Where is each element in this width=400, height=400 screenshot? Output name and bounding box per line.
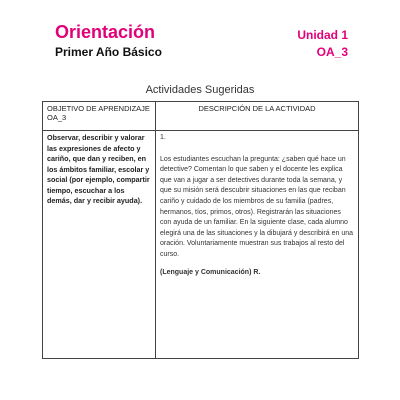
activities-table: [42, 101, 359, 359]
table-row: [43, 131, 359, 359]
table-header-row: [43, 102, 359, 131]
unit-label: Unidad 1: [297, 28, 348, 42]
objective-cell: Observar, describir y valorar las expresiones de afecto y cariño, que dan y reciben, en los ámbitos familiar, escolar y social (por ejemplo, compartir tiempo, escuchar a los demás, dar y recibir ayuda).: [43, 131, 156, 359]
activity-number: 1.: [160, 134, 166, 141]
activity-text: Los estudiantes escuchan la pregunta: ¿saben qué hace un detective? Comentan lo que saben y el docente les explica que van a jugar a ser detectives durante toda la semana, y que su misión será descubrir situaciones en las que reciban cariño y cuidado de los miembros de su familia (padres, hermanos, tíos, primos, otros). Registrarán las situaciones con ayuda de un familiar. En la siguiente clase, cada alumno elegirá una de las situaciones y la dibujará y describirá en una oración. Voluntariamente muestran sus trabajos al resto del curso.: [160, 155, 354, 258]
section-title: Actividades Sugeridas: [145, 84, 255, 96]
grade-subtitle: Primer Año Básico: [55, 45, 162, 59]
column-header-description: DESCRIPCIÓN DE LA ACTIVIDAD: [156, 102, 359, 131]
activity-subject: (Lenguaje y Comunicación) R.: [160, 268, 261, 276]
column-header-objective: OBJETIVO DE APRENDIZAJE OA_3: [43, 102, 156, 131]
description-cell: [156, 131, 359, 359]
oa-code: OA_3: [316, 45, 348, 59]
page-title: Orientación: [55, 22, 156, 42]
